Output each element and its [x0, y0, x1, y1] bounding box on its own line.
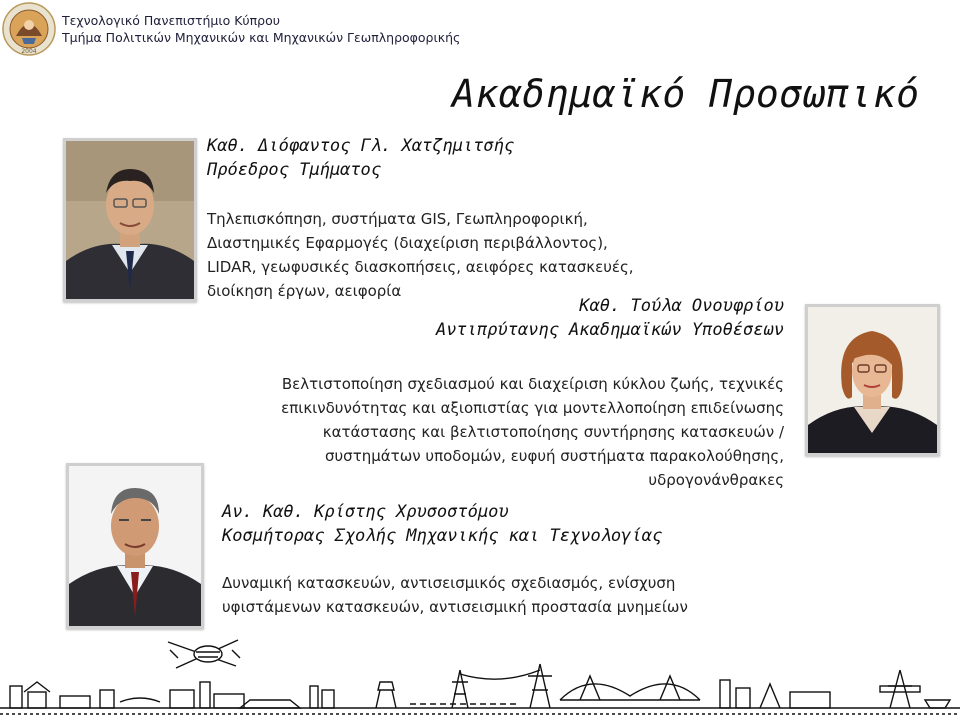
interest-line: LIDAR, γεωφυσικές διασκοπήσεις, αειφόρες κατασκευές, — [207, 258, 634, 276]
person-3-role: Κοσμήτορας Σχολής Μηχανικής και Τεχνολογίας — [222, 526, 663, 546]
person-1-role: Πρόεδρος Τμήματος — [207, 160, 381, 180]
interest-line: Τηλεπισκόπηση, συστήματα GIS, Γεωπληροφορική, — [207, 210, 588, 228]
interest-line: διοίκηση έργων, αειφορία — [207, 282, 402, 300]
university-logo — [2, 2, 56, 56]
person-3-name: Αν. Καθ. Κρίστης Χρυσοστόμου — [222, 502, 509, 522]
interest-line: επικινδυνότητας και αξιοπιστίας για μοντελλοποίηση επιδείνωσης — [281, 399, 784, 417]
interest-line: Βελτιστοποίηση σχεδιασμού και διαχείριση κύκλου ζωής, τεχνικές — [281, 375, 784, 393]
person-2-name: Καθ. Τούλα Ονουφρίου — [579, 296, 784, 316]
person-1-name: Καθ. Διόφαντος Γλ. Χατζημιτσής — [207, 136, 515, 156]
svg-text:2004: 2004 — [21, 48, 37, 55]
person-2-photo — [805, 304, 940, 456]
university-name: Τεχνολογικό Πανεπιστήμιο Κύπρου — [62, 13, 280, 28]
satellite-icon — [168, 640, 240, 668]
department-name: Τμήμα Πολιτικών Μηχανικών και Μηχανικών Γεωπληροφορικής — [62, 30, 461, 45]
person-2-role: Αντιπρύτανης Ακαδημαϊκών Υποθέσεων — [436, 320, 784, 340]
page-title: Ακαδημαϊκό Προσωπικό — [452, 72, 920, 116]
interest-line: Δυναμική κατασκευών, αντισεισμικός σχεδιασμός, ενίσχυση — [222, 574, 676, 592]
interest-line: υφιστάμενων κατασκευών, αντισεισμική προστασία μνημείων — [222, 598, 688, 616]
person-1-photo — [63, 138, 197, 302]
person-3-interests — [222, 571, 742, 619]
interest-line: υδρογονάνθρακες — [648, 471, 784, 489]
interest-line: συστημάτων υποδομών, ευφυή συστήματα παρακολούθησης, — [325, 447, 784, 465]
interest-line: Διαστημικές Εφαρμογές (διαχείριση περιβάλλοντος), — [207, 234, 608, 252]
person-3-photo — [66, 463, 204, 629]
interest-line: κατάστασης και βελτιστοποίησης συντήρησης κατασκευών / — [322, 423, 784, 441]
person-1-interests — [207, 207, 677, 303]
infrastructure-line-art — [0, 630, 960, 720]
person-2-interests — [264, 372, 784, 492]
